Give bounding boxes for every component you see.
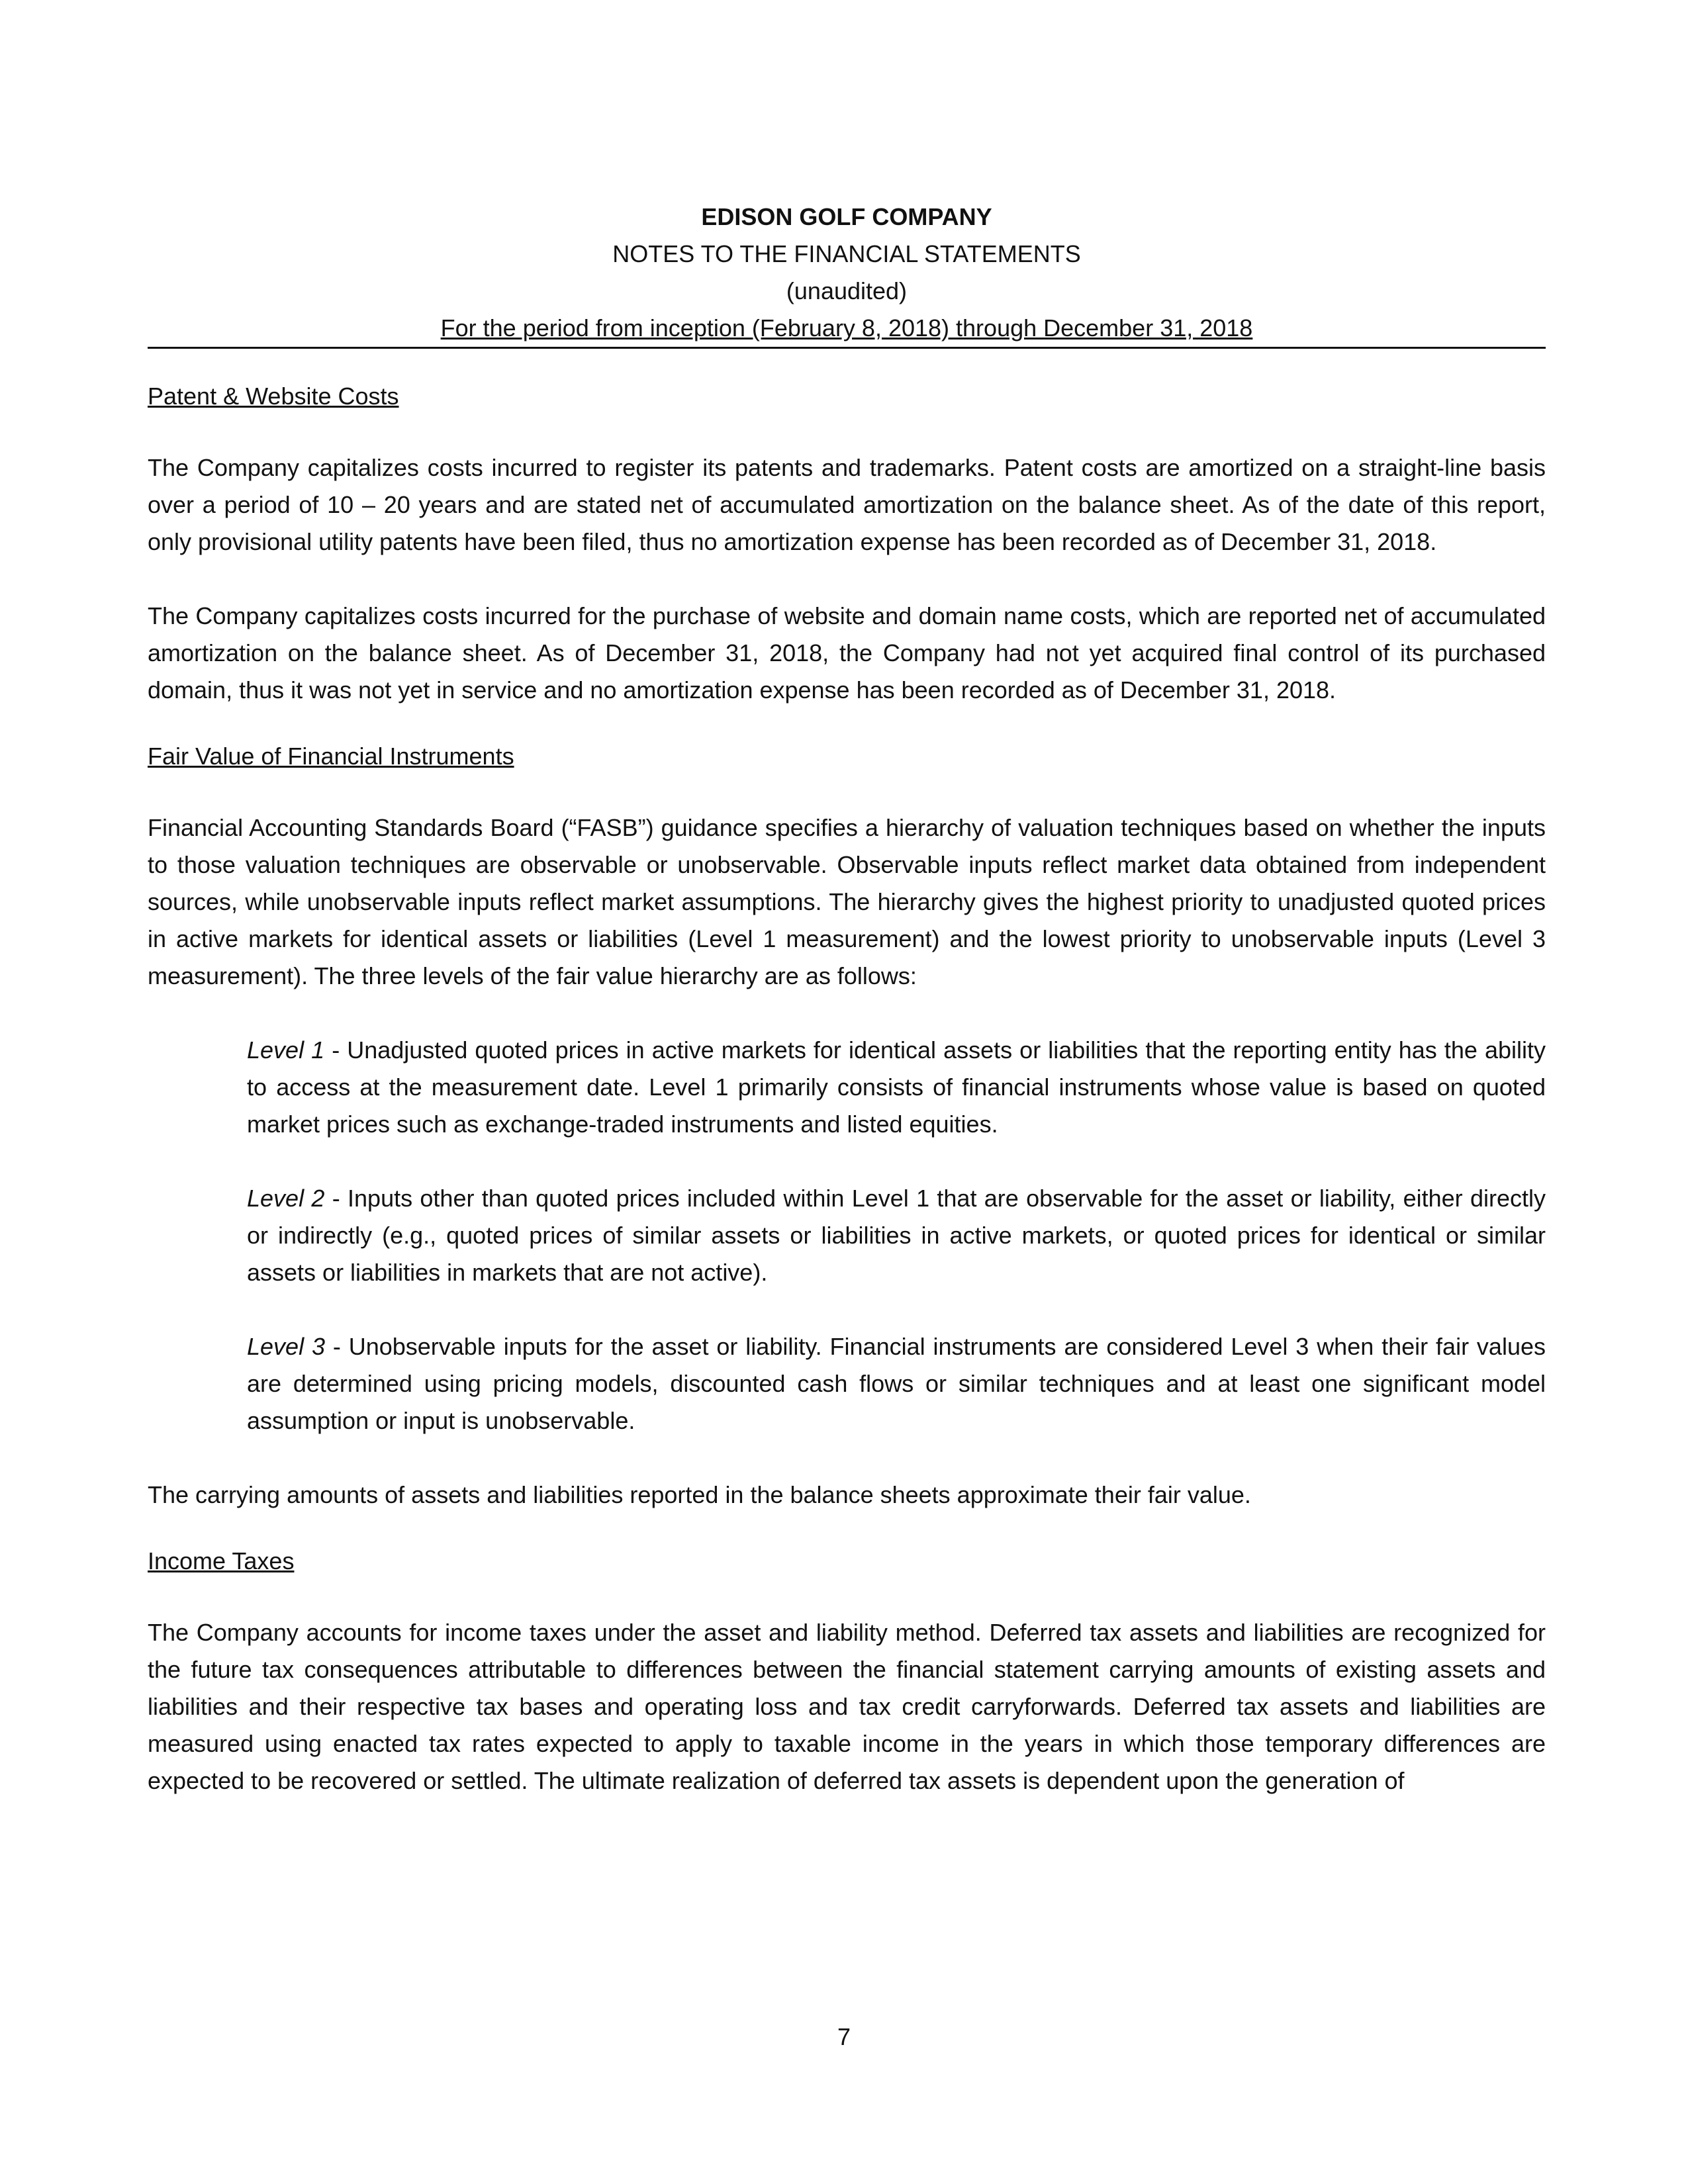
income-taxes-paragraph-1: The Company accounts for income taxes under the asset and liability method. Deferred tax assets and liabilities are recognized for the future tax consequences attributable to differences between the financial statement carrying amounts of existing assets and liabilities and their respective tax bases and operating loss and tax credit carryforwards. Deferred tax assets and liabilities are measured using enacted tax rates expected to apply to taxable income in the years in which those temporary differences are expected to be recovered or settled. The ultimate realization of deferred tax assets is dependent upon the generation of [148,1619,1546,1794]
reporting-period: For the period from inception (February 8, 2018) through December 31, 2018 [440,314,1253,341]
fair-value-paragraph-2: The carrying amounts of assets and liabilities reported in the balance sheets approximate their fair value. [148,1481,1251,1508]
level-3-label: Level 3 [247,1333,325,1360]
section-title-fair-value: Fair Value of Financial Instruments [148,743,514,770]
document-page [148,199,1546,1799]
level-2-item [148,1180,1546,1291]
level-1-text: - Unadjusted quoted prices in active markets for identical assets or liabilities that the reporting entity has the ability to access at the measurement date. Level 1 primarily consists of financial instruments whose value is based on quoted market prices such as exchange-traded instruments and listed equities. [247,1036,1546,1138]
section-title-patent: Patent & Website Costs [148,383,399,410]
level-1-label: Level 1 [247,1036,325,1064]
header-divider [148,347,1546,349]
audit-status: (unaudited) [786,277,908,304]
level-3-item [148,1328,1546,1439]
document-header [148,199,1546,347]
section-title-income-taxes: Income Taxes [148,1547,295,1574]
level-3-text: - Unobservable inputs for the asset or liability. Financial instruments are considered Level 3 when their fair values are determined using pricing models, discounted cash flows or similar techniques and at least one significant model assumption or input is unobservable. [247,1333,1546,1434]
level-2-text: - Inputs other than quoted prices included within Level 1 that are observable for the asset or liability, either directly or indirectly (e.g., quoted prices of similar assets or liabilities in active markets, or quoted prices for identical or similar assets or liabilities in markets that are not active). [247,1185,1546,1286]
fair-value-paragraph-1: Financial Accounting Standards Board (“FASB”) guidance specifies a hierarchy of valuation techniques based on whether the inputs to those valuation techniques are observable or unobservable. Observable inputs reflect market data obtained from independent sources, while unobservable inputs reflect market assumptions. The hierarchy gives the highest priority to unadjusted quoted prices in active markets for identical assets or liabilities (Level 1 measurement) and the lowest priority to unobservable inputs (Level 3 measurement). The three levels of the fair value hierarchy are as follows: [148,814,1546,989]
level-1-item [148,1032,1546,1143]
level-2-label: Level 2 [247,1185,325,1212]
page-number: 7 [837,2023,851,2050]
patent-paragraph-2: The Company capitalizes costs incurred for the purchase of website and domain name costs, which are reported net of accumulated amortization on the balance sheet. As of December 31, 2018, the Company had not yet acquired final control of its purchased domain, thus it was not yet in service and no amortization expense has been recorded as of December 31, 2018. [148,602,1546,704]
patent-paragraph-1: The Company capitalizes costs incurred to register its patents and trademarks. Patent costs are amortized on a straight-line basis over a period of 10 – 20 years and are stated net of accumulated amortization on the balance sheet. As of the date of this report, only provisional utility patents have been filed, thus no amortization expense has been recorded as of December 31, 2018. [148,454,1546,555]
document-title: NOTES TO THE FINANCIAL STATEMENTS [612,240,1081,267]
company-name: EDISON GOLF COMPANY [701,203,992,230]
